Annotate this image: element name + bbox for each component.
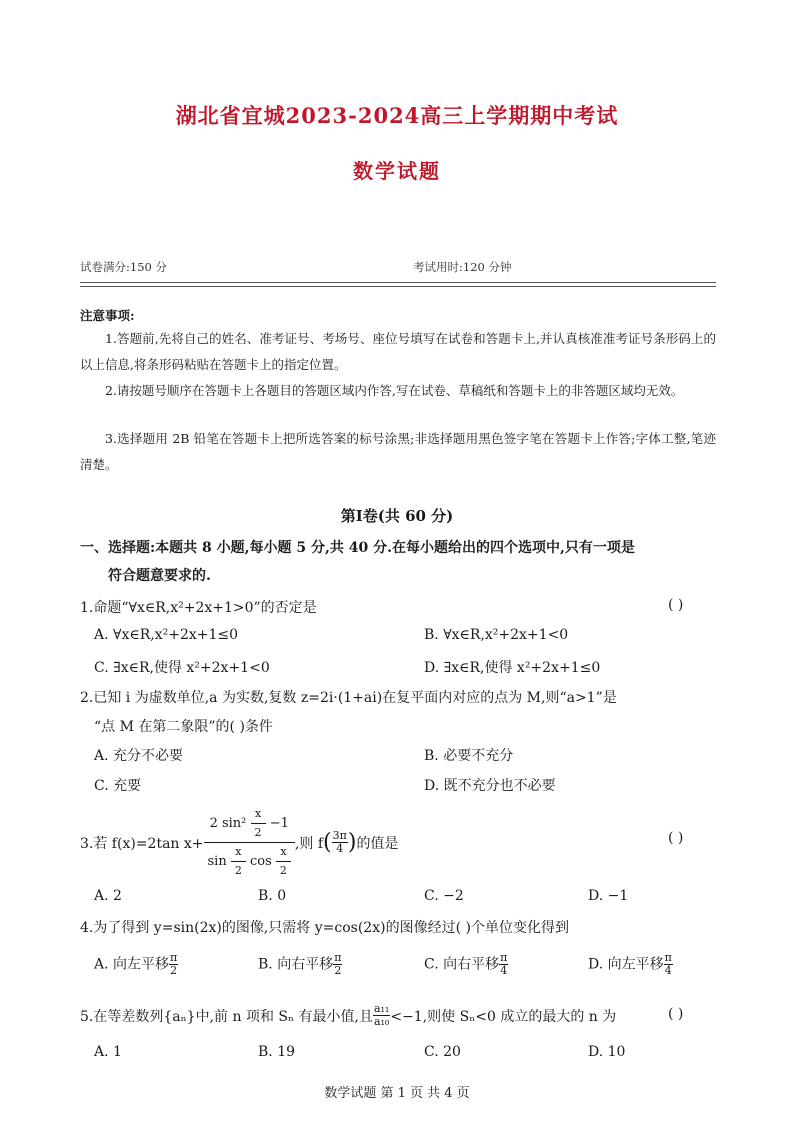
note-item: 1.答题前,先将自己的姓名、准考证号、考场号、座位号填写在试卷和答题卡上,并认真核准准考证号条形码上的以上信息,将条形码粘贴在答题卡上的指定位置。: [80, 331, 716, 372]
divider-line: [80, 282, 716, 283]
option-d: D. 10: [588, 1044, 626, 1060]
q3-den-sin: sin: [207, 854, 227, 869]
option-a: A. 1: [94, 1044, 122, 1060]
frac-2: 2: [234, 864, 242, 877]
x-over-2: [231, 846, 246, 877]
answer-paren: ( ): [668, 1006, 684, 1022]
pi-fraction: [664, 952, 673, 977]
q5-stem-b: <−1,则使 Sₙ<0 成立的最大的 n 为: [390, 1008, 617, 1025]
x-over-2: [251, 808, 266, 839]
frac-4: 4: [336, 842, 344, 855]
q3-prefix: 3.若 f(x)=2tan x+: [80, 835, 204, 852]
frac-3pi: 3π: [332, 829, 347, 842]
q3-num-minus: −1: [269, 816, 289, 831]
note-item: 3.选择题用 2B 铅笔在答题卡上把所选答案的标号涂黑;非选择题用黑色签字笔在答题卡上作答;字体工整,笔迹清楚。: [80, 431, 716, 472]
right-paren: ): [347, 830, 357, 855]
notes-heading: 注意事项:: [80, 308, 135, 323]
frac-pi: π: [170, 951, 178, 964]
option-c: [424, 952, 508, 977]
frac-x: x: [231, 846, 246, 862]
question-1-stem: 1.命题“∀x∈R,x²+2x+1>0”的否定是: [80, 600, 317, 616]
option-b: B. ∀x∈R,x²+2x+1<0: [424, 627, 569, 643]
frac-x: x: [276, 846, 291, 862]
pi-fraction: [169, 952, 178, 977]
question-4-stem: 4.为了得到 y=sin(2x)的图像,只需将 y=cos(2x)的图像经过( )个单位变化得到: [80, 920, 569, 936]
q3-mid: ,则 f: [294, 835, 324, 852]
option-label: C. 向右平移: [424, 956, 500, 973]
question-2-stem-cont: “点 M 在第二象限”的( )条件: [94, 719, 273, 735]
q3-suffix: 的值是: [356, 835, 399, 852]
page-footer: 数学试题 第 1 页 共 4 页: [324, 1086, 470, 1101]
option-b: [258, 952, 342, 977]
question-3-stem: [80, 808, 398, 877]
option-b: B. 19: [258, 1044, 296, 1060]
frac-2: 2: [254, 826, 262, 839]
option-c: C. ∃x∈R,使得 x²+2x+1<0: [94, 660, 270, 676]
full-score: 试卷满分:150 分: [80, 260, 167, 274]
option-b: B. 必要不充分: [424, 748, 514, 764]
frac-a10: a₁₀: [373, 1015, 390, 1028]
frac-pi: π: [334, 951, 342, 964]
frac-2: 2: [279, 864, 287, 877]
frac-den: 2: [170, 964, 178, 977]
frac-pi: π: [664, 951, 672, 964]
part-instructions: [80, 534, 720, 590]
q3-num-text: 2 sin²: [209, 816, 247, 831]
question-5-stem: [80, 1003, 616, 1028]
option-c: C. −2: [424, 888, 464, 904]
left-paren: (: [323, 830, 332, 855]
option-d: D. −1: [588, 888, 629, 904]
exam-subject: 数学试题: [353, 159, 441, 183]
section-title: 第Ⅰ卷(共 60 分): [340, 507, 454, 525]
option-a: A. 充分不必要: [94, 748, 184, 764]
part-instructions-line2: 符合题意要求的.: [108, 568, 211, 584]
part-instructions-line1: 一、选择题:本题共 8 小题,每小题 5 分,共 40 分.在每小题给出的四个选项中,只有一项是: [80, 540, 635, 556]
option-a: [94, 952, 178, 977]
x-over-2: [276, 846, 291, 877]
answer-paren: ( ): [668, 830, 684, 846]
q3-den-cos: cos: [250, 854, 272, 869]
option-label: A. 向左平移: [94, 956, 170, 973]
frac-den: 4: [500, 964, 508, 977]
q5-stem-a: 5.在等差数列{aₙ}中,前 n 项和 Sₙ 有最小值,且: [80, 1008, 373, 1025]
option-a: A. 2: [94, 888, 122, 904]
frac-a11: a₁₁: [373, 1002, 390, 1015]
frac-den: 2: [334, 964, 342, 977]
option-a: A. ∀x∈R,x²+2x+1≤0: [94, 627, 239, 643]
exam-duration: 考试用时:120 分钟: [413, 260, 512, 274]
frac-pi: π: [500, 951, 508, 964]
pi-fraction: [499, 952, 508, 977]
pi-fraction: [333, 952, 342, 977]
option-d: [588, 952, 673, 977]
divider-line: [80, 286, 716, 287]
exam-title: 湖北省宜城2023-2024高三上学期期中考试: [175, 103, 619, 128]
option-b: B. 0: [258, 888, 287, 904]
option-c: C. 充要: [94, 778, 142, 794]
option-d: D. 既不充分也不必要: [424, 778, 556, 794]
option-label: D. 向左平移: [588, 956, 664, 973]
q3-numerator: [204, 808, 295, 843]
option-c: C. 20: [424, 1044, 461, 1060]
q3-denominator: [204, 843, 295, 877]
frac-x: x: [251, 808, 266, 824]
three-pi-over-4: [332, 830, 348, 855]
a11-over-a10: [373, 1003, 390, 1028]
option-label: B. 向右平移: [258, 956, 334, 973]
q3-fraction: [204, 808, 295, 877]
question-2-stem: 2.已知 i 为虚数单位,a 为实数,复数 z=2i·(1+ai)在复平面内对应的点为 M,则“a>1”是: [80, 690, 617, 706]
answer-paren: ( ): [668, 597, 684, 613]
option-d: D. ∃x∈R,使得 x²+2x+1≤0: [424, 660, 601, 676]
frac-den: 4: [664, 964, 672, 977]
note-item: 2.请按题号顺序在答题卡上各题目的答题区域内作答,写在试卷、草稿纸和答题卡上的非答题区域均无效。: [105, 383, 684, 398]
